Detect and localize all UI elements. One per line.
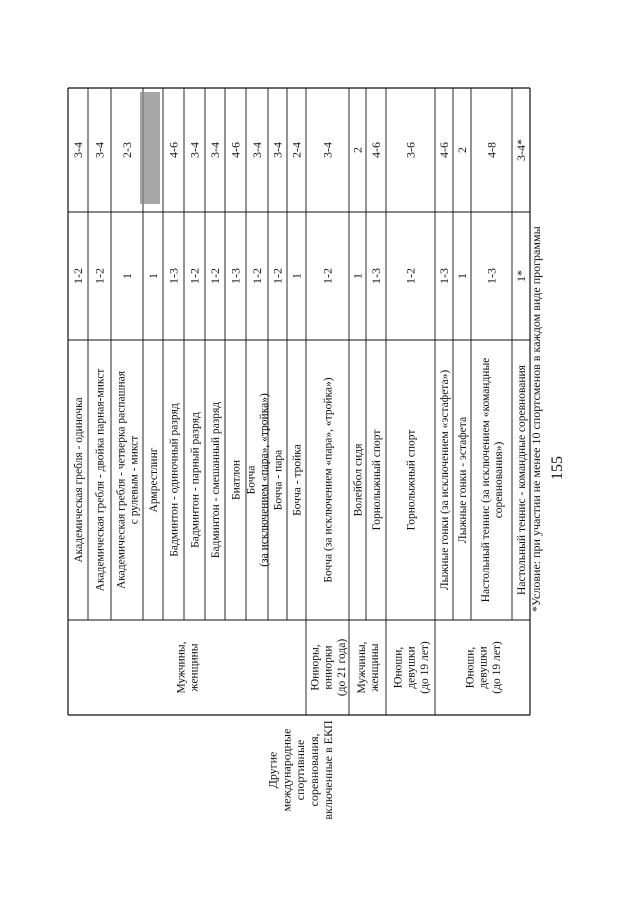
event-name-line: Академическая гребля - одиночка	[73, 397, 86, 563]
rank-value-line: 3-4*	[514, 139, 529, 161]
rank-value	[71, 142, 85, 158]
section-label-line: соревнования,	[307, 733, 321, 807]
event-name-line: с рулевым - микст	[128, 435, 141, 525]
rank-value-line: 3-4	[92, 142, 107, 158]
places-value-line: 1-3	[369, 268, 384, 284]
event-name	[323, 377, 335, 582]
group-label-line: юниорки	[322, 645, 335, 690]
places-value	[369, 268, 383, 284]
event-name-line: Бочча - пара	[272, 449, 285, 511]
places-value-line: 1*	[514, 270, 529, 282]
event-name	[457, 417, 469, 543]
rank-value-line: 4-8	[484, 142, 499, 158]
event-name-line: Армрестлинг	[148, 447, 161, 513]
group-label	[175, 641, 200, 693]
places-value-line: 1	[455, 273, 470, 279]
event-name-line: Академическая гребля - двойка парная-микст	[94, 368, 107, 592]
section-label-line: Другие	[265, 751, 280, 789]
group-label	[356, 641, 381, 693]
rank-value-line: 4-6	[166, 142, 181, 158]
group-label-line: Юноши,	[392, 646, 405, 689]
event-name	[439, 370, 451, 590]
event-name-line: Лыжные гонки - эстафета	[457, 416, 470, 544]
rank-value-line: 3-6	[403, 142, 418, 158]
places-value	[167, 268, 181, 284]
places-value	[120, 273, 134, 279]
group-label	[464, 641, 502, 694]
rank-value-line: 2	[455, 147, 470, 153]
event-name-line: Бадминтон - смешанный разряд	[210, 401, 223, 559]
event-name-line: Горнолыжный спорт	[405, 429, 418, 531]
event-name	[516, 364, 528, 595]
places-value	[404, 268, 418, 284]
event-name	[115, 370, 140, 589]
event-name-line: Бочча	[245, 465, 258, 495]
section-label	[266, 720, 335, 820]
places-value	[514, 270, 528, 282]
event-name-line: Лыжные гонки (за исключением «эстафета»)	[439, 369, 452, 591]
group-label	[309, 639, 347, 696]
places-value	[485, 268, 499, 284]
rank-value	[514, 139, 528, 161]
group-label-line: Мужчины,	[175, 641, 188, 694]
places-value	[321, 268, 335, 284]
page-number: 155	[549, 456, 566, 480]
event-name	[148, 447, 160, 512]
places-value-line: 1-2	[270, 268, 285, 284]
rank-value-line: 3-4	[250, 142, 265, 158]
event-name	[406, 430, 418, 531]
rank-value	[369, 142, 383, 158]
places-value-line: 1-2	[92, 268, 107, 284]
rank-value-line: 4-6	[437, 142, 452, 158]
places-value-line: 1-2	[71, 268, 86, 284]
rank-value-line: 3-4	[208, 142, 223, 158]
event-name	[169, 403, 181, 557]
event-name-line: Бочча - тройка	[291, 444, 304, 516]
event-name-line: Бочча (за исключением «пара», «тройка»)	[322, 377, 335, 583]
event-name-line: Биатлон	[230, 460, 243, 500]
shaded-stamp	[140, 92, 160, 204]
table-grid	[68, 88, 530, 715]
places-value-line: 1	[350, 273, 365, 279]
rank-value	[120, 142, 134, 158]
section-label-line: включенные в ЕКП	[320, 720, 335, 820]
group-label-line: женщины	[369, 643, 382, 692]
rank-value-line: 2-4	[289, 142, 304, 158]
event-name-line: соревнования»)	[493, 441, 506, 519]
places-value-line: 1-2	[187, 268, 202, 284]
group-label-line: Юниоры,	[309, 644, 322, 691]
places-value-line: 1-3	[437, 268, 452, 284]
group-label-line: Мужчины,	[355, 641, 368, 694]
event-name-line: Бадминтон - одиночный разряд	[168, 403, 181, 557]
places-value	[455, 273, 469, 279]
event-name	[231, 460, 243, 500]
places-value-line: 1-3	[484, 268, 499, 284]
rank-value	[351, 147, 365, 153]
rank-value	[250, 142, 264, 158]
places-value-line: 1	[146, 273, 161, 279]
places-value-line: 1	[120, 273, 135, 279]
rank-value	[485, 142, 499, 158]
rank-value	[93, 142, 107, 158]
places-value	[188, 268, 202, 284]
group-label-line: девушки	[405, 646, 418, 689]
event-name	[210, 402, 222, 558]
places-value-line: 1-2	[208, 268, 223, 284]
rank-value-line: 3-4	[71, 142, 86, 158]
rank-value-line: 3-4	[320, 142, 335, 158]
rank-value-line: 4-6	[369, 142, 384, 158]
event-name-line: Настольный теннис (за исключением «командные	[479, 357, 492, 603]
event-name-line: Настольный теннис - командные соревнования	[516, 365, 529, 595]
places-value	[71, 268, 85, 284]
event-name-line: (за исключением «пара», «тройка»)	[258, 393, 271, 567]
places-value	[437, 268, 451, 284]
places-value-line: 1-3	[228, 268, 243, 284]
places-value	[146, 273, 160, 279]
group-label-line: (до 19 лет)	[490, 641, 503, 694]
rank-value	[437, 142, 451, 158]
places-value	[250, 268, 264, 284]
event-name-line: Волейбол сидя	[352, 443, 365, 517]
group-label-line: женщины	[188, 643, 201, 692]
rank-value-line: 4-6	[228, 142, 243, 158]
group-label-line: (до 21 года)	[335, 638, 348, 697]
table-cells	[71, 139, 528, 820]
event-name	[292, 444, 304, 516]
event-name-line: Бадминтон - парный разряд	[189, 412, 202, 548]
places-value-line: 1-2	[320, 268, 335, 284]
places-value	[271, 268, 285, 284]
event-name-line: Академическая гребля - четверка распашная	[115, 370, 128, 590]
rank-value	[455, 147, 469, 153]
event-name	[480, 358, 505, 603]
places-value	[290, 273, 304, 279]
rank-value-line: 2-3	[120, 142, 135, 158]
group-label-line: Юноши,	[464, 646, 477, 689]
rank-value-line: 3-4	[187, 142, 202, 158]
rank-value-line: 2	[350, 147, 365, 153]
event-name	[353, 443, 365, 516]
places-value	[229, 268, 243, 284]
rank-value	[321, 142, 335, 158]
rank-value	[208, 142, 222, 158]
places-value-line: 1-3	[166, 268, 181, 284]
event-name	[95, 369, 107, 592]
group-label-line: девушки	[477, 646, 490, 689]
event-name	[73, 397, 85, 562]
rank-value	[290, 142, 304, 158]
places-value-line: 1	[289, 273, 304, 279]
group-label	[392, 641, 430, 694]
footnote: *Условие: при участии не менее 10 спортсменов в каждом виде программы	[529, 226, 543, 612]
section-label-line: международные	[279, 728, 294, 812]
places-value	[351, 273, 365, 279]
rank-value	[167, 142, 181, 158]
event-name-line: Горнолыжный спорт	[371, 429, 384, 531]
group-label-line: (до 19 лет)	[418, 641, 431, 694]
places-value	[93, 268, 107, 284]
rank-value	[188, 142, 202, 158]
section-label-line: спортивные	[293, 739, 308, 801]
rank-value-line: 3-4	[270, 142, 285, 158]
rank-value	[229, 142, 243, 158]
event-name	[371, 430, 383, 531]
places-value-line: 1-2	[250, 268, 265, 284]
places-value	[208, 268, 222, 284]
places-value-line: 1-2	[403, 268, 418, 284]
event-name	[245, 393, 270, 567]
event-name	[273, 450, 285, 510]
event-name	[190, 412, 202, 548]
rank-value	[271, 142, 285, 158]
rank-value	[404, 142, 418, 158]
